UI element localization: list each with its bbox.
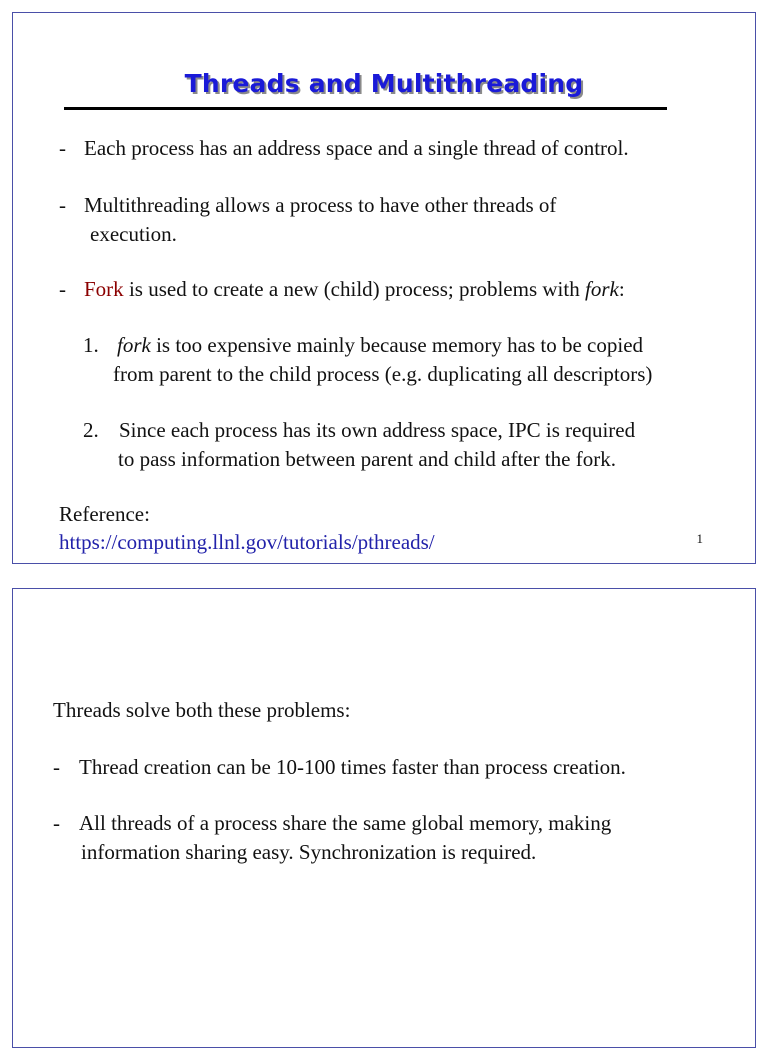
slide2-intro: Threads solve both these problems: — [53, 698, 351, 722]
slide-title: Threads and Multithreading — [184, 69, 584, 98]
fork-italic: fork — [584, 277, 619, 301]
bullet-dash: - — [53, 755, 60, 779]
bullet-thread-creation: Thread creation can be 10-100 times faster than process creation. — [79, 755, 626, 779]
page-number: 1 — [696, 531, 703, 546]
bullet-process-address-space: Each process has an address space and a single thread of control. — [84, 136, 629, 160]
bullet-multithreading-line2: execution. — [90, 222, 177, 246]
bullet-dash: - — [59, 277, 66, 301]
fork-italic: fork — [117, 333, 151, 357]
slide-1 — [12, 12, 756, 564]
item-number: 2. — [83, 418, 99, 442]
fork-keyword: Fork — [84, 277, 124, 301]
slide-2 — [12, 588, 756, 1048]
item2-line2: to pass information between parent and child after the fork. — [118, 447, 616, 471]
bullet-shared-memory-line1: All threads of a process share the same global memory, making — [79, 811, 612, 835]
reference-label: Reference: — [59, 502, 150, 526]
bullet-dash: - — [59, 193, 66, 217]
reference-link[interactable]: https://computing.llnl.gov/tutorials/pthreads/ — [59, 530, 435, 554]
fork-description-text: is used to create a new (child) process; problems with — [123, 277, 585, 301]
bullet-fork-description — [84, 277, 625, 301]
item1-line1-text: is too expensive mainly because memory has to be copied — [150, 333, 644, 357]
item1-line1 — [117, 333, 643, 357]
bullet-multithreading-line1: Multithreading allows a process to have other threads of — [84, 193, 557, 217]
title-divider — [64, 107, 667, 110]
bullet-dash: - — [53, 811, 60, 835]
item2-line1: Since each process has its own address space, IPC is required — [119, 418, 636, 442]
item-number: 1. — [83, 333, 99, 357]
item1-line2: from parent to the child process (e.g. duplicating all descriptors) — [113, 362, 653, 386]
bullet-shared-memory-line2: information sharing easy. Synchronization is required. — [81, 840, 537, 864]
bullet-dash: - — [59, 136, 66, 160]
fork-colon: : — [618, 277, 625, 301]
